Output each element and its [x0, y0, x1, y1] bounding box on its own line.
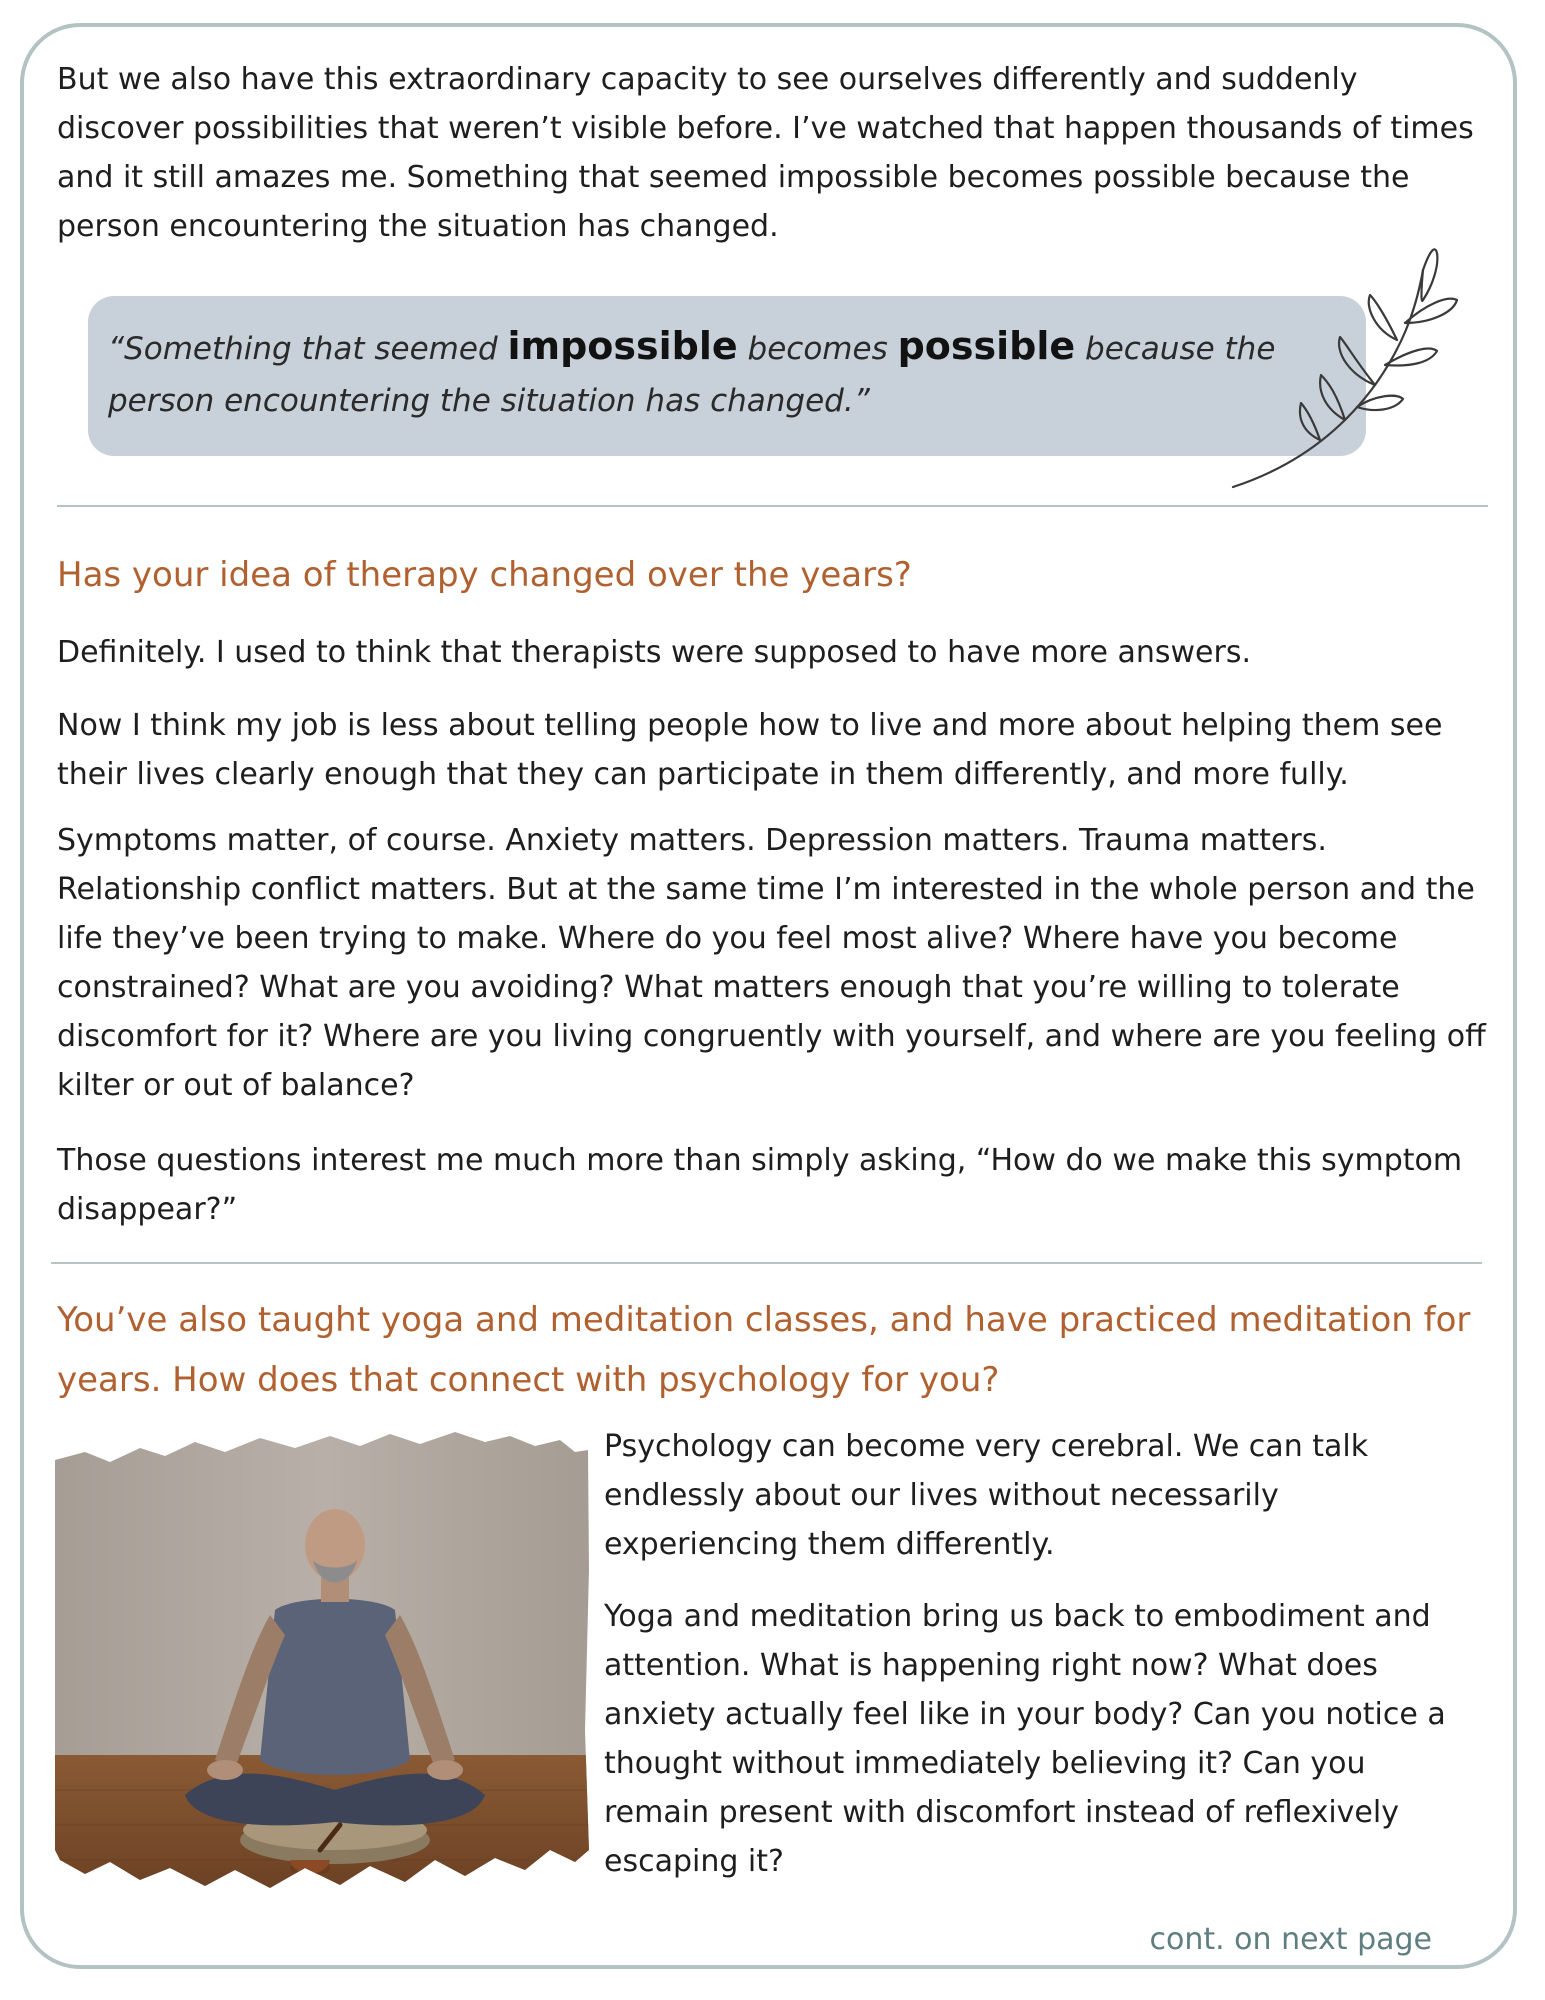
therapy-paragraph-2: Now I think my job is less about telling people how to live and more about helping them see their lives clearly enough that they can participate in them differently, and more fully. — [57, 708, 1443, 792]
quote-emphasis-impossible: impossible — [507, 324, 738, 368]
yoga-paragraph-2: Yoga and meditation bring us back to embodiment and attention. What is happening right now? What does anxiety actually feel like in your body? Can you notice a thought without immediately believing it? Can you remain present with discomfort instead of reflexively escaping it? — [604, 1599, 1446, 1879]
pull-quote-text — [108, 320, 1346, 427]
yoga-paragraph-1: Psychology can become very cerebral. We can talk endlessly about our lives without necessarily experiencing them differently. — [604, 1429, 1369, 1562]
quote-emphasis-possible: possible — [897, 324, 1076, 368]
section-divider-1 — [57, 505, 1488, 507]
therapy-paragraph-4: Those questions interest me much more than simply asking, “How do we make this symptom disappear?” — [57, 1143, 1463, 1227]
section-divider-2 — [51, 1262, 1482, 1264]
pull-quote — [88, 296, 1366, 456]
quote-part-1: “Something that seemed — [108, 331, 508, 367]
therapy-paragraph-1: Definitely. I used to think that therapists were supposed to have more answers. — [57, 635, 1251, 670]
quote-part-2: becomes — [737, 331, 898, 367]
continued-note: cont. on next page — [1149, 1922, 1432, 1957]
intro-paragraph: But we also have this extraordinary capacity to see ourselves differently and suddenly discover possibilities that weren’t visible before. I’ve watched that happen thousands of times and it still amazes me. Something that seemed impossible becomes possible because the person encountering the situation has changed. — [57, 62, 1474, 244]
quote-part-3: because the person encountering the situation has changed.” — [108, 331, 1276, 419]
leaf-sprig-icon — [1225, 245, 1465, 490]
section-heading-yoga: You’ve also taught yoga and meditation classes, and have practiced meditation for years. How does that connect with psychology for you? — [57, 1300, 1471, 1400]
therapy-paragraph-3: Symptoms matter, of course. Anxiety matters. Depression matters. Trauma matters. Relationship conflict matters. But at the same time I’m interested in the whole person and the life they’ve been trying to make. Where do you feel most alive? Where have you become constrained? What are you avoiding? What matters enough that you’re willing to tolerate discomfort for it? Where are you living congruently with yourself, and where are you feeling off kilter or out of balance? — [57, 823, 1486, 1103]
section-heading-therapy: Has your idea of therapy changed over the years? — [57, 555, 912, 595]
meditation-photo — [55, 1430, 590, 1892]
